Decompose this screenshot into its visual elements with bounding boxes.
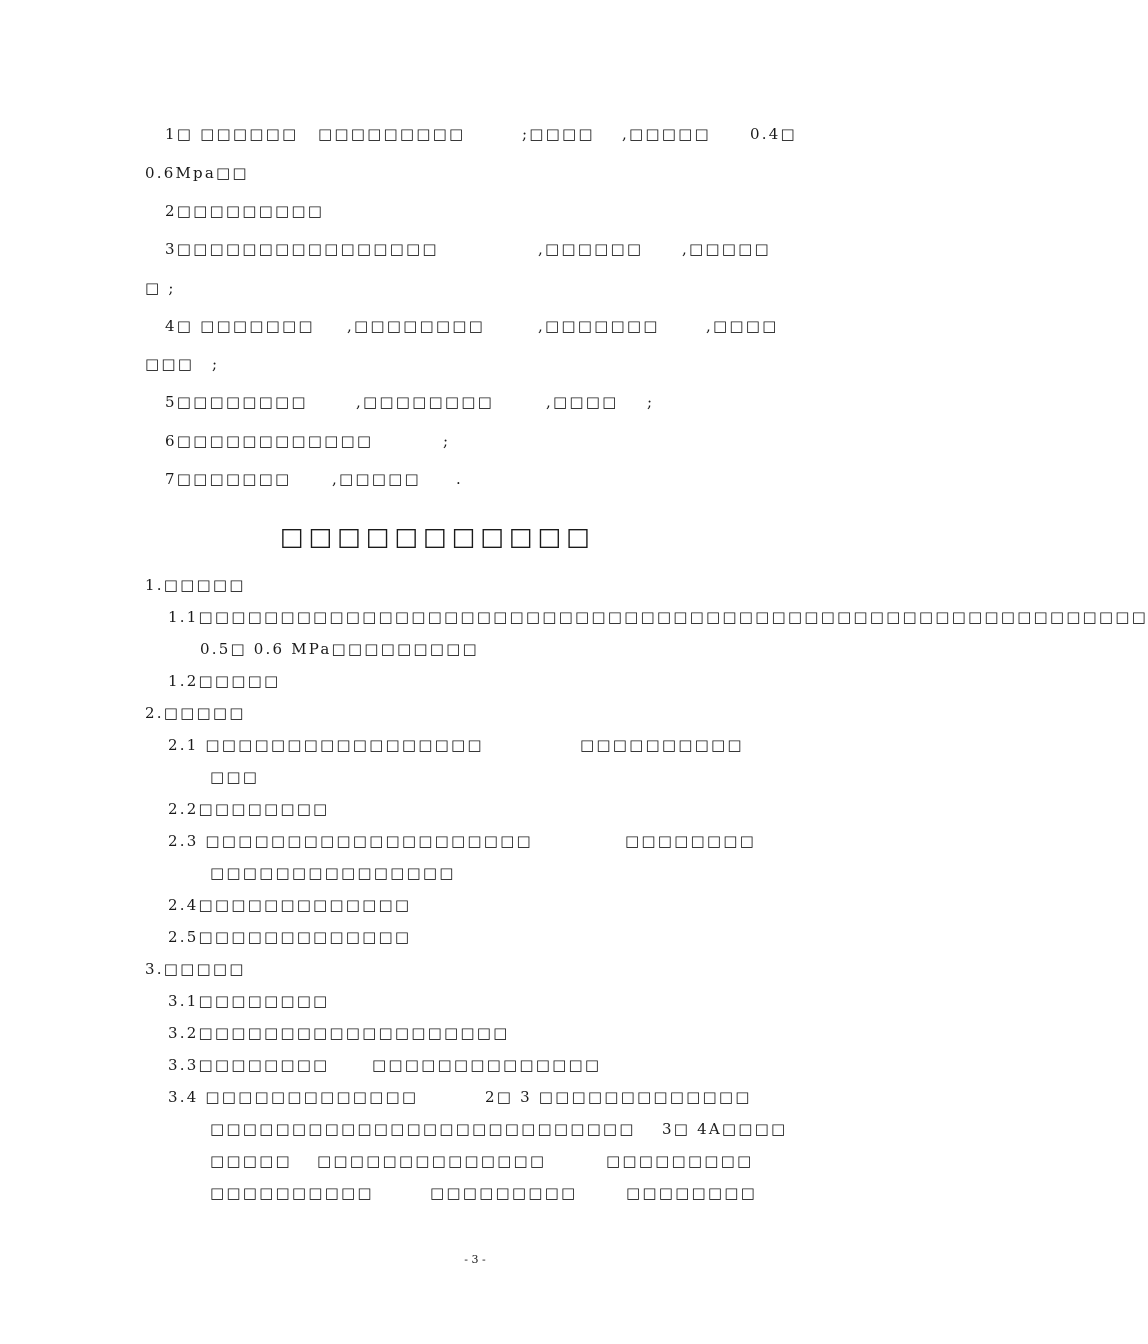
intro-line-6-seg-1: 4□ □□□□□□□: [165, 317, 315, 335]
body-line-8: 2.2□□□□□□□□: [168, 800, 330, 818]
body-line-18-seg-1: □□□□□□□□□□□□□□□□□□□□□□□□□□: [210, 1120, 636, 1138]
body-line-6-seg-2: □□□□□□□□□□: [580, 736, 744, 754]
body-line-11: 2.4□□□□□□□□□□□□□: [168, 896, 412, 914]
intro-line-1-seg-2: □□□□□□□□□: [318, 125, 466, 143]
body-line-2: 1.1□□□□□□□□□□□□□□□□□□□□□□□□□□□□□□□□□□□□□□□□□□□□□□□□□□□□□□□□□□: [168, 608, 1148, 626]
page-number: - 3 -: [464, 1253, 486, 1266]
body-line-4: 1.2□□□□□: [168, 672, 281, 690]
intro-line-7-seg-1: □□□: [145, 355, 195, 373]
body-line-7: □□□: [210, 768, 260, 786]
body-line-20-seg-1: □□□□□□□□□□: [210, 1184, 374, 1202]
body-line-20-seg-3: □□□□□□□□: [626, 1184, 757, 1202]
intro-line-8-seg-4: ;: [647, 393, 655, 411]
intro-line-9-seg-1: 6□□□□□□□□□□□□: [165, 432, 374, 450]
body-line-9-seg-1: 2.3 □□□□□□□□□□□□□□□□□□□□: [168, 832, 533, 850]
intro-line-4-seg-2: ,□□□□□□: [538, 240, 644, 258]
intro-line-1-seg-5: 0.4□: [750, 125, 797, 143]
intro-line-6-seg-4: ,□□□□: [706, 317, 779, 335]
body-line-16-seg-1: 3.3□□□□□□□□: [168, 1056, 330, 1074]
intro-line-10-seg-3: .: [456, 470, 463, 488]
body-line-12: 2.5□□□□□□□□□□□□□: [168, 928, 412, 946]
intro-line-8-seg-1: 5□□□□□□□□: [165, 393, 308, 411]
intro-line-4-seg-1: 3□□□□□□□□□□□□□□□□: [165, 240, 439, 258]
intro-line-6-seg-2: ,□□□□□□□□: [347, 317, 485, 335]
body-line-15: 3.2□□□□□□□□□□□□□□□□□□□: [168, 1024, 510, 1042]
intro-line-2: 0.6Mpa□□: [145, 164, 249, 182]
intro-line-4-seg-3: ,□□□□□: [682, 240, 771, 258]
body-line-19-seg-2: □□□□□□□□□□□□□□: [317, 1152, 547, 1170]
intro-line-3: 2□□□□□□□□□: [165, 202, 325, 220]
intro-line-8-seg-2: ,□□□□□□□□: [356, 393, 494, 411]
intro-line-1-seg-1: 1□ □□□□□□: [165, 125, 299, 143]
section-heading: □□□□□□□□□□□: [280, 522, 595, 551]
body-line-13: 3.□□□□□: [145, 960, 246, 978]
intro-line-1-seg-3: ;□□□□: [522, 125, 595, 143]
intro-line-10-seg-2: ,□□□□□: [332, 470, 421, 488]
body-line-14: 3.1□□□□□□□□: [168, 992, 330, 1010]
intro-line-6-seg-3: ,□□□□□□□: [538, 317, 660, 335]
body-line-20-seg-2: □□□□□□□□□: [430, 1184, 578, 1202]
intro-line-10-seg-1: 7□□□□□□□: [165, 470, 292, 488]
intro-line-1-seg-4: ,□□□□□: [622, 125, 711, 143]
intro-line-5: □ ;: [145, 279, 176, 297]
body-line-9-seg-2: □□□□□□□□: [625, 832, 756, 850]
body-line-6-seg-1: 2.1 □□□□□□□□□□□□□□□□□: [168, 736, 484, 754]
body-line-1: 1.□□□□□: [145, 576, 246, 594]
body-line-16-seg-2: □□□□□□□□□□□□□□: [372, 1056, 602, 1074]
body-line-3: 0.5□ 0.6 MPa□□□□□□□□□: [200, 640, 479, 658]
body-line-5: 2.□□□□□: [145, 704, 246, 722]
body-line-18-seg-2: 3□ 4A□□□□: [662, 1120, 788, 1138]
intro-line-7-seg-2: ;: [212, 355, 220, 373]
body-line-17-seg-2: 2□ 3 □□□□□□□□□□□□□: [485, 1088, 752, 1106]
intro-line-9-seg-2: ;: [443, 432, 451, 450]
intro-line-8-seg-3: ,□□□□: [546, 393, 619, 411]
body-line-17-seg-1: 3.4 □□□□□□□□□□□□□: [168, 1088, 419, 1106]
body-line-19-seg-3: □□□□□□□□□: [606, 1152, 754, 1170]
body-line-19-seg-1: □□□□□: [210, 1152, 292, 1170]
body-line-10: □□□□□□□□□□□□□□□: [210, 864, 456, 882]
